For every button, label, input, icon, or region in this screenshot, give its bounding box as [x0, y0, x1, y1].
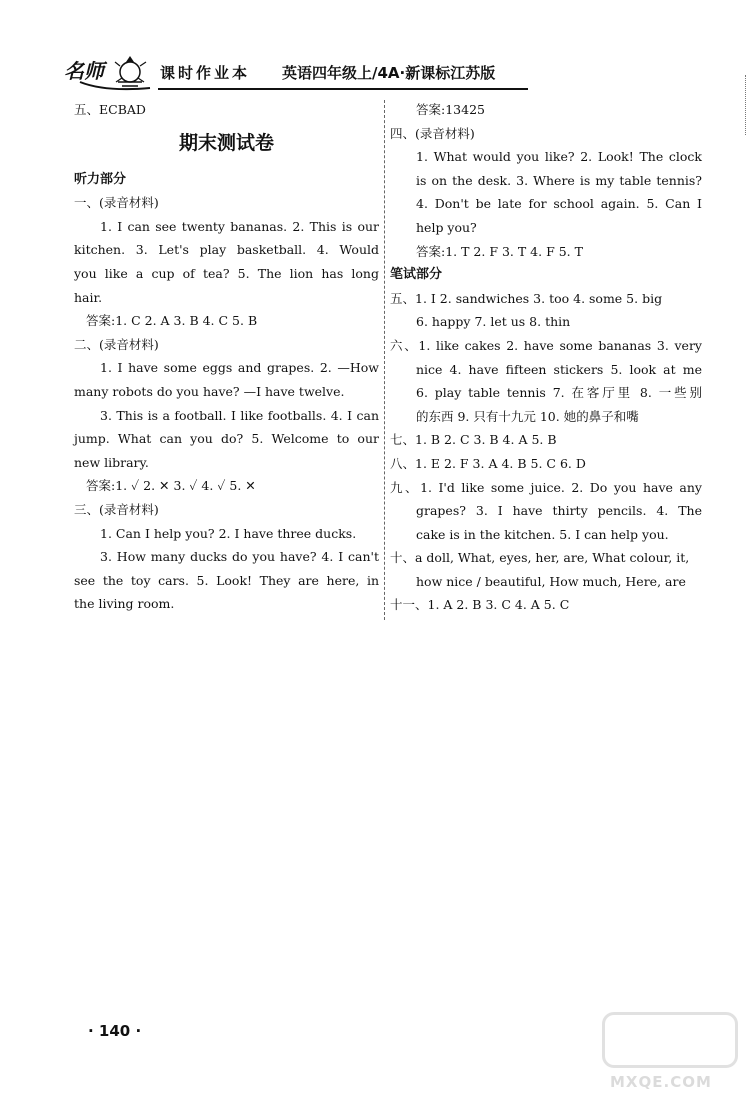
watermark-text: MXQE.COM	[610, 1073, 712, 1091]
answer-line: grapes? 3. I have thirty pencils. 4. The	[416, 503, 702, 519]
section-heading: 笔试部分	[390, 267, 443, 283]
answer-line: 答案:1. ✓ 2. ✕ 3. ✓ 4. ✓ 5. ✕	[86, 478, 256, 494]
text-line: help you?	[416, 219, 477, 235]
answer-line: how nice / beautiful, How much, Here, are	[416, 573, 686, 589]
answer-line: 六、1. like cakes 2. have some bananas 3. very	[390, 337, 702, 353]
answer-line: 五、1. I 2. sandwiches 3. too 4. some 5. big	[390, 290, 663, 306]
answer-line: cake is in the kitchen. 5. I can help you.	[416, 526, 669, 542]
answer-line: 答案:1. T 2. F 3. T 4. F 5. T	[416, 243, 583, 259]
question-heading: 二、(录音材料)	[74, 336, 159, 352]
left-column	[74, 98, 379, 616]
answer-line: 七、1. B 2. C 3. B 4. A 5. B	[390, 432, 557, 448]
answer-line: 答案:13425	[416, 102, 485, 117]
text-line: 3. How many ducks do you have? 4. I can't	[100, 549, 379, 565]
header-rule	[158, 88, 528, 90]
book-subtitle: 英语四年级上/4A·新课标江苏版	[282, 64, 496, 82]
answer-line: 八、1. E 2. F 3. A 4. B 5. C 6. D	[390, 455, 586, 471]
text-line: 五、ECBAD	[74, 102, 146, 117]
column-divider	[384, 100, 385, 620]
question-heading: 三、(录音材料)	[74, 501, 159, 517]
text-line: jump. What can you do? 5. Welcome to our	[74, 431, 379, 447]
answer-line: 十、a doll, What, eyes, her, are, What colour, it,	[390, 550, 690, 566]
edge-mark	[739, 75, 746, 135]
section-title: 期末测试卷	[178, 131, 274, 154]
text-line: the living room.	[74, 596, 175, 612]
mingshi-logo	[60, 52, 155, 94]
text-line: kitchen. 3. Let's play basketball. 4. Would	[74, 242, 379, 258]
answer-line: 十一、1. A 2. B 3. C 4. A 5. C	[390, 597, 570, 613]
section-heading: 听力部分	[74, 171, 127, 187]
question-heading: 一、(录音材料)	[74, 195, 159, 211]
text-line: 1. I can see twenty bananas. 2. This is our	[100, 218, 379, 234]
answer-line: 的东西 9. 只有十九元 10. 她的鼻子和嘴	[416, 408, 639, 424]
site-watermark	[602, 1008, 742, 1093]
text-line: see the toy cars. 5. Look! They are here, in	[74, 572, 379, 588]
text-line: 1. What would you like? 2. Look! The clock	[416, 149, 702, 165]
answer-line: 6. play table tennis 7. 在客厅里 8. 一些别	[416, 385, 702, 401]
logo-text: 名师	[64, 59, 104, 83]
watermark-logo	[602, 1012, 738, 1068]
right-column	[390, 98, 702, 617]
text-line: new library.	[74, 454, 149, 470]
text-line: is on the desk. 3. Where is my table tennis?	[416, 172, 702, 188]
answer-line: 答案:1. C 2. A 3. B 4. C 5. B	[86, 313, 258, 329]
text-line: 1. I have some eggs and grapes. 2. —How	[100, 360, 379, 376]
book-title: 课时作业本	[160, 64, 251, 82]
answer-line: 九、1. I'd like some juice. 2. Do you have any	[390, 479, 702, 495]
text-line: 4. Don't be late for school again. 5. Can I	[416, 196, 702, 212]
text-line: you like a cup of tea? 5. The lion has long	[74, 265, 379, 281]
answer-line: 6. happy 7. let us 8. thin	[416, 314, 571, 330]
question-heading: 四、(录音材料)	[390, 125, 475, 141]
text-line: 1. Can I help you? 2. I have three ducks.	[100, 525, 357, 541]
page-number: · 140 ·	[88, 1022, 142, 1040]
answer-line: nice 4. have fifteen stickers 5. look at me	[416, 361, 702, 377]
page-header	[60, 52, 530, 94]
text-line: 3. This is a football. I like footballs. 4. I can	[100, 407, 379, 423]
text-line: many robots do you have? —I have twelve.	[74, 383, 345, 399]
text-line: hair.	[74, 289, 103, 305]
